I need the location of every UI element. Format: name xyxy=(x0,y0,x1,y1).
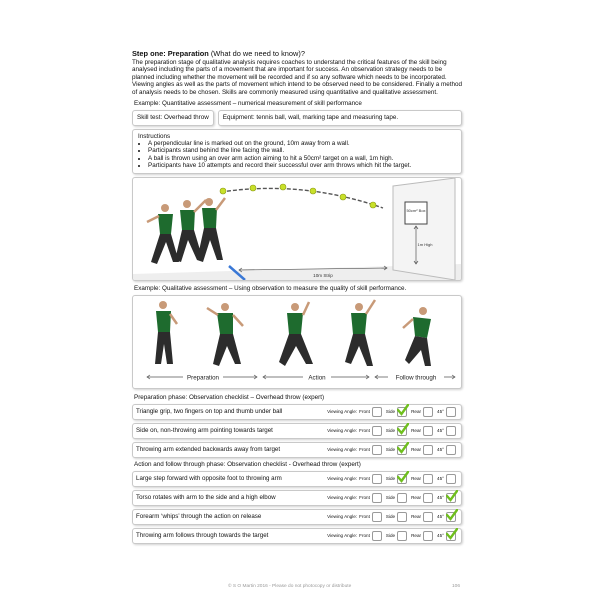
skill-test-box: Skill test: Overhead throw xyxy=(132,110,214,126)
viewing-angle-label: Viewing Angle: xyxy=(327,409,358,415)
viewing-angle-label: Viewing Angle: xyxy=(327,428,358,434)
angle-label-3: 45° xyxy=(437,495,444,501)
quantitative-label: Example: Quantitative assessment – numerical measurement of skill performance xyxy=(134,99,362,107)
angle-checkbox[interactable] xyxy=(446,474,456,484)
viewing-angle-group xyxy=(327,531,458,541)
angle-label-2: Rear xyxy=(411,476,422,482)
angle-label-3: 45° xyxy=(437,447,444,453)
heading-bold: Step one: Preparation xyxy=(132,49,209,58)
equipment-box: Equipment: tennis ball, wall, marking tape and measuring tape. xyxy=(218,110,462,126)
ball-icon xyxy=(280,184,286,190)
viewing-angle-group xyxy=(327,426,458,436)
angle-label-2: Rear xyxy=(411,447,422,453)
checklist-item-text: Throwing arm extended backwards away from target xyxy=(136,446,281,454)
angle-label-1: Side xyxy=(385,533,396,539)
checklist-row xyxy=(132,471,462,487)
target-label: 50cm² Box xyxy=(406,207,426,213)
instructions-title: Instructions xyxy=(138,132,171,140)
checklist-item-text: Large step forward with opposite foot to throwing arm xyxy=(136,475,282,483)
angle-label-2: Rear xyxy=(411,495,422,501)
angle-label-1: Side xyxy=(385,428,396,434)
angle-checkbox[interactable] xyxy=(397,531,407,541)
ball-icon xyxy=(310,188,316,194)
angle-label-3: 45° xyxy=(437,476,444,482)
angle-label-1: Side xyxy=(385,495,396,501)
angle-checkbox[interactable] xyxy=(423,445,433,455)
qualitative-label: Example: Qualitative assessment – Using observation to measure the quality of skill performance. xyxy=(134,284,407,292)
instructions-list xyxy=(138,140,456,170)
thrower-figure-sequence-icon xyxy=(147,198,225,264)
checklist-row xyxy=(132,509,462,525)
angle-checkbox[interactable] xyxy=(446,426,456,436)
viewing-angle-label: Viewing Angle: xyxy=(327,476,358,482)
angle-label-2: Rear xyxy=(411,428,422,434)
angle-checkbox[interactable] xyxy=(372,426,382,436)
angle-checkbox[interactable] xyxy=(397,445,407,455)
viewing-angle-label: Viewing Angle: xyxy=(327,495,358,501)
checklist-item-text: Throwing arm follows through towards the target xyxy=(136,532,269,540)
checklist-row xyxy=(132,423,462,439)
throw-phases-figure xyxy=(132,295,462,389)
checkmark-icon xyxy=(397,404,409,416)
preparation-checklist xyxy=(132,404,462,458)
angle-checkbox[interactable] xyxy=(446,493,456,503)
viewing-angle-label: Viewing Angle: xyxy=(327,514,358,520)
checklist-item-text: Side on, non-throwing arm pointing towards target xyxy=(136,427,273,435)
checkmark-icon xyxy=(397,471,409,483)
checklist-item-text: Triangle grip, two fingers on top and thumb under ball xyxy=(136,408,283,416)
angle-label-0: Front xyxy=(359,428,370,434)
angle-checkbox[interactable] xyxy=(446,512,456,522)
angle-checkbox[interactable] xyxy=(372,531,382,541)
angle-checkbox[interactable] xyxy=(372,512,382,522)
angle-checkbox[interactable] xyxy=(372,474,382,484)
instructions-box xyxy=(132,129,462,174)
checklist-item-text: Torso rotates with arm to the side and a high elbow xyxy=(136,494,276,502)
thrower-phase-figures-icon xyxy=(155,300,431,366)
checklist-row xyxy=(132,442,462,458)
checkmark-icon xyxy=(397,442,409,454)
angle-checkbox[interactable] xyxy=(397,407,407,417)
action-checklist xyxy=(132,471,462,544)
viewing-angle-label: Viewing Angle: xyxy=(327,447,358,453)
angle-checkbox[interactable] xyxy=(446,531,456,541)
throw-phases-illustration xyxy=(133,296,461,388)
intro-paragraph: The preparation stage of qualitative analysis requires coaches to understand the critical features of the skill being analysed including the parts of a movement that are important for success. An observation strategy needs to be planned including whether the movement will be recorded and if so any software which needs to be incorporated. Viewing angles as well as the parts of movement which intend to be observed need to be considered. Finally a method of analysis needs to be chosen. Skills are commonly measured using quantitative and qualitative assessment. xyxy=(132,58,462,96)
copyright-notice: © S O Martin 2016 - Please do not photocopy or distribute xyxy=(228,584,352,589)
instruction-item: • Participants have 10 attempts and record their successful over arm throws which hit the target. xyxy=(148,162,456,169)
angle-checkbox[interactable] xyxy=(446,407,456,417)
angle-label-0: Front xyxy=(359,495,370,501)
instruction-item: • A perpendicular line is marked out on the ground, 10m away from a wall. xyxy=(148,140,456,147)
angle-label-1: Side xyxy=(385,447,396,453)
angle-label-0: Front xyxy=(359,514,370,520)
ball-trajectory xyxy=(221,188,383,208)
ball-icon xyxy=(340,194,346,200)
viewing-angle-group xyxy=(327,512,458,522)
viewing-angle-label: Viewing Angle: xyxy=(327,533,358,539)
angle-checkbox[interactable] xyxy=(397,426,407,436)
checkmark-icon xyxy=(446,509,458,521)
action-checklist-label: Action and follow through phase: Observation checklist - Overhead throw (expert) xyxy=(134,460,361,468)
viewing-angle-group xyxy=(327,407,458,417)
angle-label-3: 45° xyxy=(437,409,444,415)
angle-label-3: 45° xyxy=(437,428,444,434)
angle-label-3: 45° xyxy=(437,514,444,520)
height-label: 1m High xyxy=(417,241,433,247)
angle-label-2: Rear xyxy=(411,533,422,539)
angle-checkbox[interactable] xyxy=(423,474,433,484)
angle-checkbox[interactable] xyxy=(372,445,382,455)
preparation-checklist-label: Preparation phase: Observation checklist – Overhead throw (expert) xyxy=(134,393,325,401)
angle-checkbox[interactable] xyxy=(372,493,382,503)
document-page xyxy=(132,50,462,547)
overhead-throw-test-figure xyxy=(132,177,462,281)
checkmark-icon xyxy=(446,528,458,540)
checkmark-icon xyxy=(446,490,458,502)
viewing-angle-group xyxy=(327,474,458,484)
checklist-item-text: Forearm ‘whips’ through the action on release xyxy=(136,513,262,521)
angle-checkbox[interactable] xyxy=(423,512,433,522)
angle-checkbox[interactable] xyxy=(397,512,407,522)
viewing-angle-group xyxy=(327,445,458,455)
heading-rest: (What do we need to know)? xyxy=(208,49,305,58)
page-number: 106 xyxy=(452,584,461,589)
throw-test-illustration xyxy=(133,178,461,280)
angle-checkbox[interactable] xyxy=(446,445,456,455)
skill-test-row xyxy=(132,110,462,126)
checklist-row xyxy=(132,490,462,506)
ball-icon xyxy=(220,188,226,194)
angle-checkbox[interactable] xyxy=(423,426,433,436)
strip-label: 10m Strip xyxy=(313,272,333,278)
phase-label-preparation: Preparation xyxy=(187,374,219,382)
angle-label-2: Rear xyxy=(411,409,422,415)
wall xyxy=(393,178,455,280)
angle-checkbox[interactable] xyxy=(397,474,407,484)
checkmark-icon xyxy=(397,423,409,435)
ball-icon xyxy=(250,185,256,191)
angle-checkbox[interactable] xyxy=(423,531,433,541)
viewing-angle-group xyxy=(327,493,458,503)
instruction-item: • A ball is thrown using an over arm action aiming to hit a 50cm² target on a wall, 1m high. xyxy=(148,155,456,162)
angle-label-1: Side xyxy=(385,476,396,482)
phase-label-follow-through: Follow through xyxy=(395,374,437,382)
checklist-row xyxy=(132,528,462,544)
section-heading xyxy=(132,50,462,59)
angle-label-0: Front xyxy=(359,409,370,415)
angle-label-2: Rear xyxy=(411,514,422,520)
angle-label-0: Front xyxy=(359,447,370,453)
angle-checkbox[interactable] xyxy=(372,407,382,417)
angle-checkbox[interactable] xyxy=(397,493,407,503)
target-box xyxy=(405,202,427,224)
angle-label-3: 45° xyxy=(437,533,444,539)
instruction-item: • Participants stand behind the line facing the wall. xyxy=(148,147,456,154)
ball-icon xyxy=(370,202,376,208)
checklist-row xyxy=(132,404,462,420)
angle-checkbox[interactable] xyxy=(423,493,433,503)
angle-label-0: Front xyxy=(359,533,370,539)
angle-label-0: Front xyxy=(359,476,370,482)
angle-label-1: Side xyxy=(385,514,396,520)
angle-label-1: Side xyxy=(385,409,396,415)
phase-label-action: Action xyxy=(308,374,326,382)
angle-checkbox[interactable] xyxy=(423,407,433,417)
